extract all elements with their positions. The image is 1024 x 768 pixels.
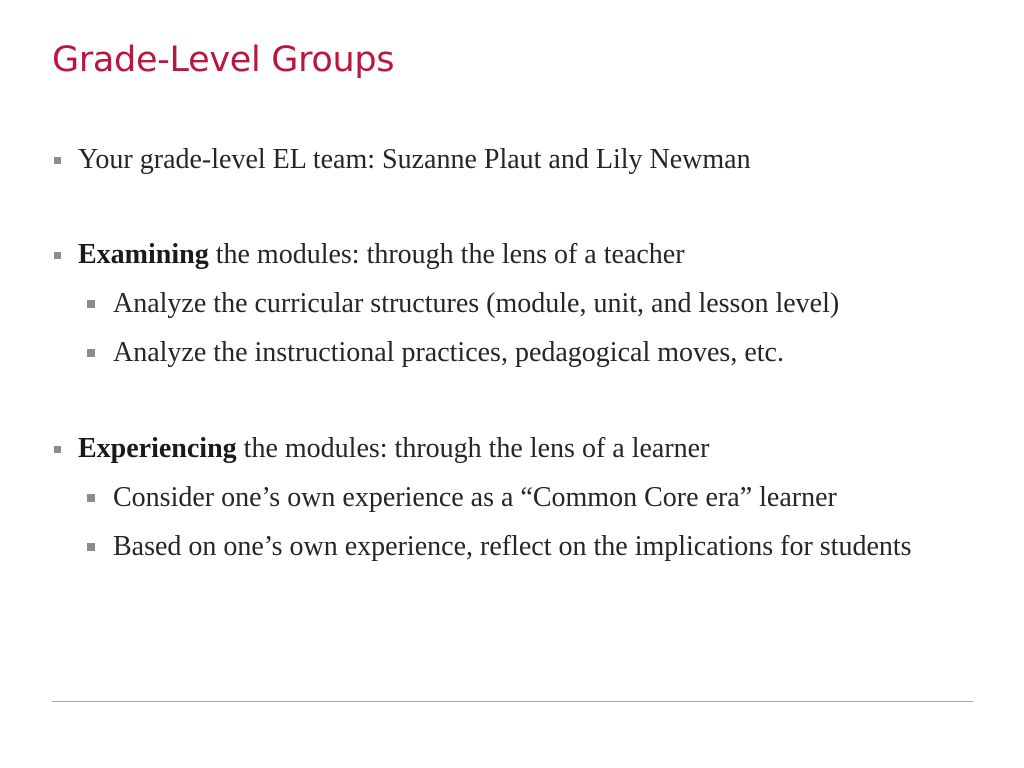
square-bullet-icon [87, 349, 95, 357]
bullet-rest-text: the modules: through the lens of a teacher [208, 239, 685, 270]
sub-bullet-item [86, 334, 784, 372]
bullet-text: Your grade-level EL team: Suzanne Plaut and Lily Newman [78, 144, 751, 175]
sub-bullet-text: Consider one’s own experience as a “Common Core era” learner [113, 482, 837, 513]
bullet-item-team [52, 144, 751, 176]
square-bullet-icon [87, 494, 95, 502]
bullet-text [78, 433, 709, 465]
sub-bullet-text: Based on one’s own experience, reflect on the implications for students [113, 531, 912, 562]
square-bullet-icon [54, 252, 61, 259]
sub-bullet-item [86, 285, 839, 323]
slide-title: Grade-Level Groups [52, 40, 395, 80]
sub-bullet-item [86, 479, 837, 517]
square-bullet-icon [87, 300, 95, 308]
bullet-bold-keyword: Experiencing [78, 433, 237, 464]
sub-bullet-text: Analyze the curricular structures (module, unit, and lesson level) [113, 288, 840, 319]
square-bullet-icon [54, 157, 61, 164]
bullet-item-experiencing [52, 433, 709, 465]
bullet-rest-text: the modules: through the lens of a learner [236, 433, 710, 464]
bullet-text [78, 239, 685, 271]
sub-bullet-item [86, 528, 973, 566]
footer-divider [52, 701, 973, 702]
square-bullet-icon [87, 543, 95, 551]
bullet-bold-keyword: Examining [78, 239, 209, 270]
sub-bullet-text: Analyze the instructional practices, pedagogical moves, etc. [113, 337, 784, 368]
square-bullet-icon [54, 446, 61, 453]
bullet-item-examining [52, 239, 685, 271]
